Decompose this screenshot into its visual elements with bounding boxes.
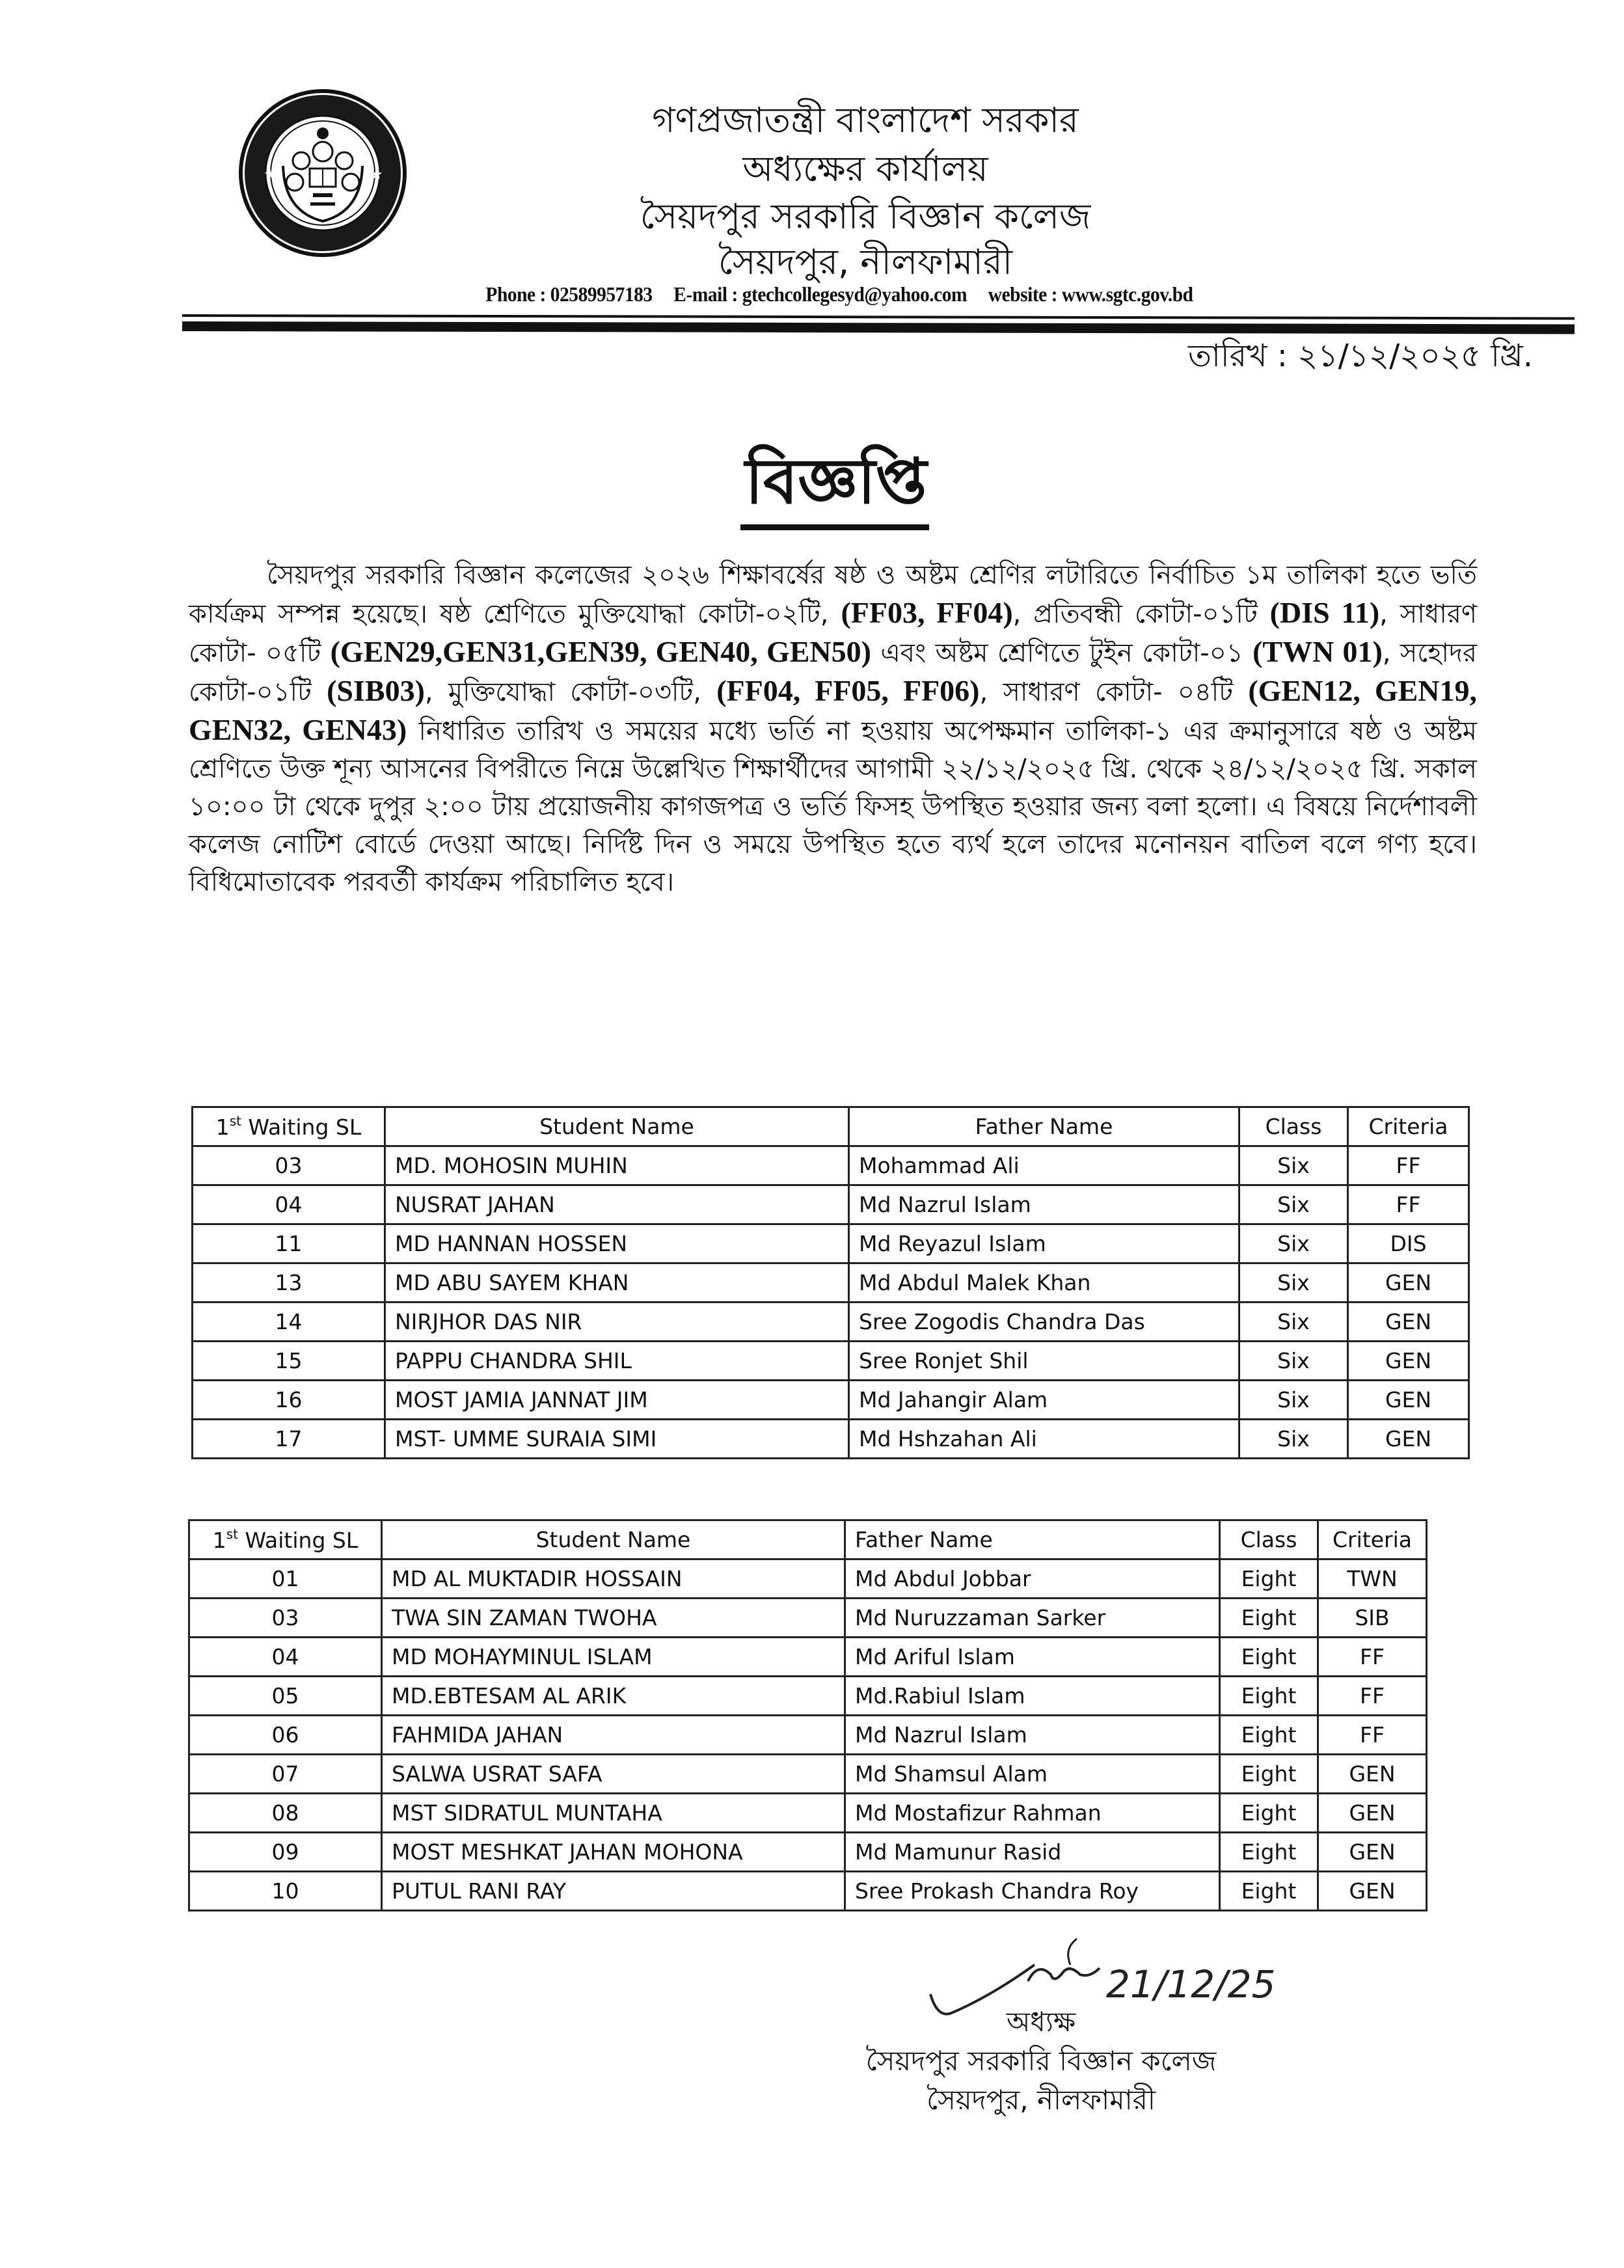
quota-codes: (GEN29,GEN31,GEN39, GEN40, GEN50) <box>330 635 871 668</box>
cell-father-name: Md Reyazul Islam <box>849 1224 1239 1263</box>
cell-criteria: GEN <box>1348 1381 1469 1420</box>
cell-criteria: GEN <box>1318 1794 1427 1833</box>
table-row <box>193 1303 1469 1342</box>
cell-student-name: MD. MOHOSIN MUHIN <box>385 1146 849 1185</box>
table-row <box>189 1677 1427 1716</box>
table-row <box>189 1755 1427 1794</box>
cell-criteria: FF <box>1318 1677 1427 1716</box>
cell-sl: 15 <box>193 1342 385 1381</box>
header-divider-thick <box>182 321 1575 334</box>
cell-student-name: MD AL MUKTADIR HOSSAIN <box>382 1559 845 1599</box>
cell-criteria: SIB <box>1318 1599 1427 1638</box>
cell-class: Eight <box>1220 1677 1318 1716</box>
cell-criteria: FF <box>1348 1146 1469 1185</box>
table-row <box>189 1716 1427 1755</box>
cell-criteria: GEN <box>1348 1263 1469 1303</box>
notice-date: তারিখ : ২১/১২/২০২৫ খ্রি. <box>1187 338 1533 374</box>
cell-sl: 16 <box>193 1381 385 1420</box>
cell-father-name: Mohammad Ali <box>849 1146 1239 1185</box>
cell-sl: 03 <box>189 1599 382 1638</box>
body-text: সৈয়দপুর সরকারি বিজ্ঞান কলেজের ২০২৬ শিক্ষাবর্ষের ষষ্ঠ ও অষ্টম শ্রেণির লটারিতে নির্বাচিত ১ম তালিকা হতে ভর্তি কার্যক্রম সম্পন্ন হয়েছে। ষষ্ঠ শ্রেণিতে মুক্তিযোদ্ধা কোটা-০২টি, <box>189 560 1477 629</box>
cell-class: Eight <box>1220 1716 1318 1755</box>
body-text: , সহোদর কোটা-০১টি <box>189 638 1477 707</box>
cell-father-name: Md Mamunur Rasid <box>845 1833 1220 1872</box>
column-header-criteria: Criteria <box>1318 1520 1427 1559</box>
cell-student-name: MD ABU SAYEM KHAN <box>385 1263 849 1303</box>
phone-text: Phone : 02589957183 <box>485 282 653 306</box>
table-row <box>189 1599 1427 1638</box>
cell-student-name: SALWA USRAT SAFA <box>382 1755 845 1794</box>
table-row <box>189 1638 1427 1677</box>
cell-class: Eight <box>1220 1638 1318 1677</box>
cell-class: Eight <box>1220 1559 1318 1599</box>
cell-criteria: FF <box>1318 1638 1427 1677</box>
college-seal-icon <box>237 88 408 258</box>
table-row <box>193 1381 1469 1420</box>
quota-codes: (SIB03) <box>327 674 425 707</box>
notice-body <box>189 556 1477 901</box>
cell-criteria: GEN <box>1348 1342 1469 1381</box>
cell-father-name: Md Mostafizur Rahman <box>845 1794 1220 1833</box>
signatory-institution: সৈয়দপুর সরকারি বিজ্ঞান কলেজ <box>865 2045 1217 2077</box>
cell-sl: 09 <box>189 1833 382 1872</box>
notice-title: বিজ্ঞপ্তি <box>745 445 927 518</box>
table-row <box>189 1794 1427 1833</box>
cell-criteria: GEN <box>1348 1420 1469 1459</box>
column-header-sl: 1st Waiting SL <box>193 1107 385 1146</box>
body-text: , সাধারণ কোটা- ০৫টি <box>189 599 1478 668</box>
cell-criteria: DIS <box>1348 1224 1469 1263</box>
website-link[interactable]: website : www.sgtc.gov.bd <box>988 282 1193 306</box>
quota-codes: (TWN 01) <box>1252 635 1383 668</box>
cell-father-name: Md Abdul Jobbar <box>845 1559 1220 1599</box>
cell-student-name: PUTUL RANI RAY <box>382 1872 845 1911</box>
table-row <box>193 1224 1469 1263</box>
body-text: , সাধারণ কোটা- ০৪টি <box>979 677 1234 707</box>
cell-sl: 04 <box>193 1185 385 1224</box>
cell-father-name: Md Nazrul Islam <box>849 1185 1239 1224</box>
table-row <box>193 1146 1469 1185</box>
cell-student-name: PAPPU CHANDRA SHIL <box>385 1342 849 1381</box>
cell-father-name: Md Nuruzzaman Sarker <box>845 1599 1220 1638</box>
cell-criteria: GEN <box>1318 1872 1427 1911</box>
cell-sl: 06 <box>189 1716 382 1755</box>
cell-student-name: MD MOHAYMINUL ISLAM <box>382 1638 845 1677</box>
column-header-sl: 1st Waiting SL <box>189 1520 382 1559</box>
table-row <box>189 1559 1427 1599</box>
cell-student-name: NUSRAT JAHAN <box>385 1185 849 1224</box>
cell-sl: 01 <box>189 1559 382 1599</box>
cell-sl: 11 <box>193 1224 385 1263</box>
table-row <box>193 1263 1469 1303</box>
cell-father-name: Sree Ronjet Shil <box>849 1342 1239 1381</box>
cell-class: Six <box>1239 1420 1348 1459</box>
svg-text:★: ★ <box>370 167 383 183</box>
cell-class: Six <box>1239 1146 1348 1185</box>
cell-class: Six <box>1239 1263 1348 1303</box>
cell-father-name: Md Hshzahan Ali <box>849 1420 1239 1459</box>
table-header-row <box>193 1107 1469 1146</box>
waiting-list-table-eight <box>188 1519 1428 1911</box>
cell-sl: 17 <box>193 1420 385 1459</box>
table-row <box>189 1872 1427 1911</box>
column-header-class: Class <box>1239 1107 1348 1146</box>
cell-student-name: MD HANNAN HOSSEN <box>385 1224 849 1263</box>
cell-father-name: Sree Zogodis Chandra Das <box>849 1303 1239 1342</box>
quota-codes: (DIS 11) <box>1269 596 1380 629</box>
column-header-father: Father Name <box>849 1107 1239 1146</box>
cell-father-name: Sree Prokash Chandra Roy <box>845 1872 1220 1911</box>
column-header-father: Father Name <box>845 1520 1220 1559</box>
column-header-student: Student Name <box>382 1520 845 1559</box>
body-text: নিধারিত তারিখ ও সময়ের মধ্যে ভর্তি না হওয়ায় অপেক্ষমান তালিকা-১ এর ক্রমানুসারে ষষ্ঠ ও অষ্টম শ্রেণিতে উক্ত শূন্য আসনের বিপরীতে নিম্নে উল্লেখিত শিক্ষার্থীদের আগামী ২২/১২/২০২৫ খ্রি. থেকে ২৪/১২/২০২৫ খ্রি. সকাল ১০:০০ টা থেকে দুপুর ২:০০ টায় প্রয়োজনীয় কাগজপত্র ও ভর্তি ফিসহ উপস্থিত হওয়ার জন্য বলা হলো। এ বিষয়ে নির্দেশাবলী কলেজ নোটিশ বোর্ডে দেওয়া আছে। নির্দিষ্ট দিন ও সময়ে উপস্থিত হতে ব্যর্থ হলে তাদের মনোনয়ন বাতিল বলে গণ্য হবে। বিধিমোতাবেক পরবর্তী কার্যক্রম পরিচালিত হবে। <box>189 716 1478 897</box>
signatory-designation: অধ্যক্ষ <box>1006 2006 1076 2038</box>
cell-criteria: TWN <box>1318 1559 1427 1599</box>
cell-student-name: MD.EBTESAM AL ARIK <box>382 1677 845 1716</box>
column-header-student: Student Name <box>385 1107 849 1146</box>
table-row <box>193 1342 1469 1381</box>
cell-father-name: Md Ariful Islam <box>845 1638 1220 1677</box>
cell-class: Eight <box>1220 1755 1318 1794</box>
cell-criteria: GEN <box>1318 1833 1427 1872</box>
cell-student-name: MOST MESHKAT JAHAN MOHONA <box>382 1833 845 1872</box>
cell-student-name: MST- UMME SURAIA SIMI <box>385 1420 849 1459</box>
svg-text:★: ★ <box>264 167 277 183</box>
cell-criteria: GEN <box>1348 1303 1469 1342</box>
cell-class: Six <box>1239 1185 1348 1224</box>
cell-father-name: Md Jahangir Alam <box>849 1381 1239 1420</box>
body-text: , প্রতিবন্ধী কোটা-০১টি <box>1012 599 1258 629</box>
cell-criteria: FF <box>1348 1185 1469 1224</box>
table-row <box>189 1833 1427 1872</box>
contact-line <box>402 280 1276 308</box>
college-name-heading: সৈয়দপুর সরকারি বিজ্ঞান কলেজ <box>640 196 1091 237</box>
table-row <box>193 1185 1469 1224</box>
cell-sl: 07 <box>189 1755 382 1794</box>
cell-sl: 10 <box>189 1872 382 1911</box>
cell-student-name: NIRJHOR DAS NIR <box>385 1303 849 1342</box>
cell-class: Six <box>1239 1381 1348 1420</box>
table-row <box>193 1420 1469 1459</box>
body-text: , মুক্তিযোদ্ধা কোটা-০৩টি, <box>424 677 701 707</box>
cell-student-name: FAHMIDA JAHAN <box>382 1716 845 1755</box>
quota-codes: (GEN12, GEN19, GEN32, GEN43) <box>189 674 1478 746</box>
cell-sl: 03 <box>193 1146 385 1185</box>
signature-date: 21/12/25 <box>1106 1962 1276 2006</box>
cell-sl: 05 <box>189 1677 382 1716</box>
cell-class: Six <box>1239 1303 1348 1342</box>
cell-father-name: Md Abdul Malek Khan <box>849 1263 1239 1303</box>
cell-class: Six <box>1239 1342 1348 1381</box>
college-location-heading: সৈয়দপুর, নীলফামারী <box>718 241 1013 282</box>
body-text: এবং অষ্টম শ্রেণিতে টুইন কোটা-০১ <box>880 638 1243 668</box>
header-divider-thin <box>182 314 1575 319</box>
quota-codes: (FF03, FF04) <box>841 596 1013 629</box>
email-link[interactable]: E-mail : gtechcollegesyd@yahoo.com <box>673 282 968 306</box>
cell-class: Eight <box>1220 1833 1318 1872</box>
cell-sl: 13 <box>193 1263 385 1303</box>
cell-student-name: MST SIDRATUL MUNTAHA <box>382 1794 845 1833</box>
cell-class: Eight <box>1220 1599 1318 1638</box>
title-underline <box>740 524 929 530</box>
waiting-list-table-six <box>191 1106 1470 1459</box>
cell-class: Six <box>1239 1224 1348 1263</box>
cell-sl: 04 <box>189 1638 382 1677</box>
cell-father-name: Md Shamsul Alam <box>845 1755 1220 1794</box>
quota-codes: (FF04, FF05, FF06) <box>716 674 980 707</box>
cell-father-name: Md Nazrul Islam <box>845 1716 1220 1755</box>
government-heading: গণপ্রজাতন্ত্রী বাংলাদেশ সরকার <box>652 100 1079 141</box>
cell-sl: 14 <box>193 1303 385 1342</box>
cell-student-name: TWA SIN ZAMAN TWOHA <box>382 1599 845 1638</box>
column-header-class: Class <box>1220 1520 1318 1559</box>
cell-criteria: FF <box>1318 1716 1427 1755</box>
cell-class: Eight <box>1220 1872 1318 1911</box>
column-header-criteria: Criteria <box>1348 1107 1469 1146</box>
office-heading: অধ্যক্ষের কার্যালয় <box>742 148 988 189</box>
cell-father-name: Md.Rabiul Islam <box>845 1677 1220 1716</box>
cell-class: Eight <box>1220 1794 1318 1833</box>
cell-student-name: MOST JAMIA JANNAT JIM <box>385 1381 849 1420</box>
cell-sl: 08 <box>189 1794 382 1833</box>
table-header-row <box>189 1520 1427 1559</box>
cell-criteria: GEN <box>1318 1755 1427 1794</box>
signatory-location: সৈয়দপুর, নীলফামারী <box>927 2084 1156 2116</box>
